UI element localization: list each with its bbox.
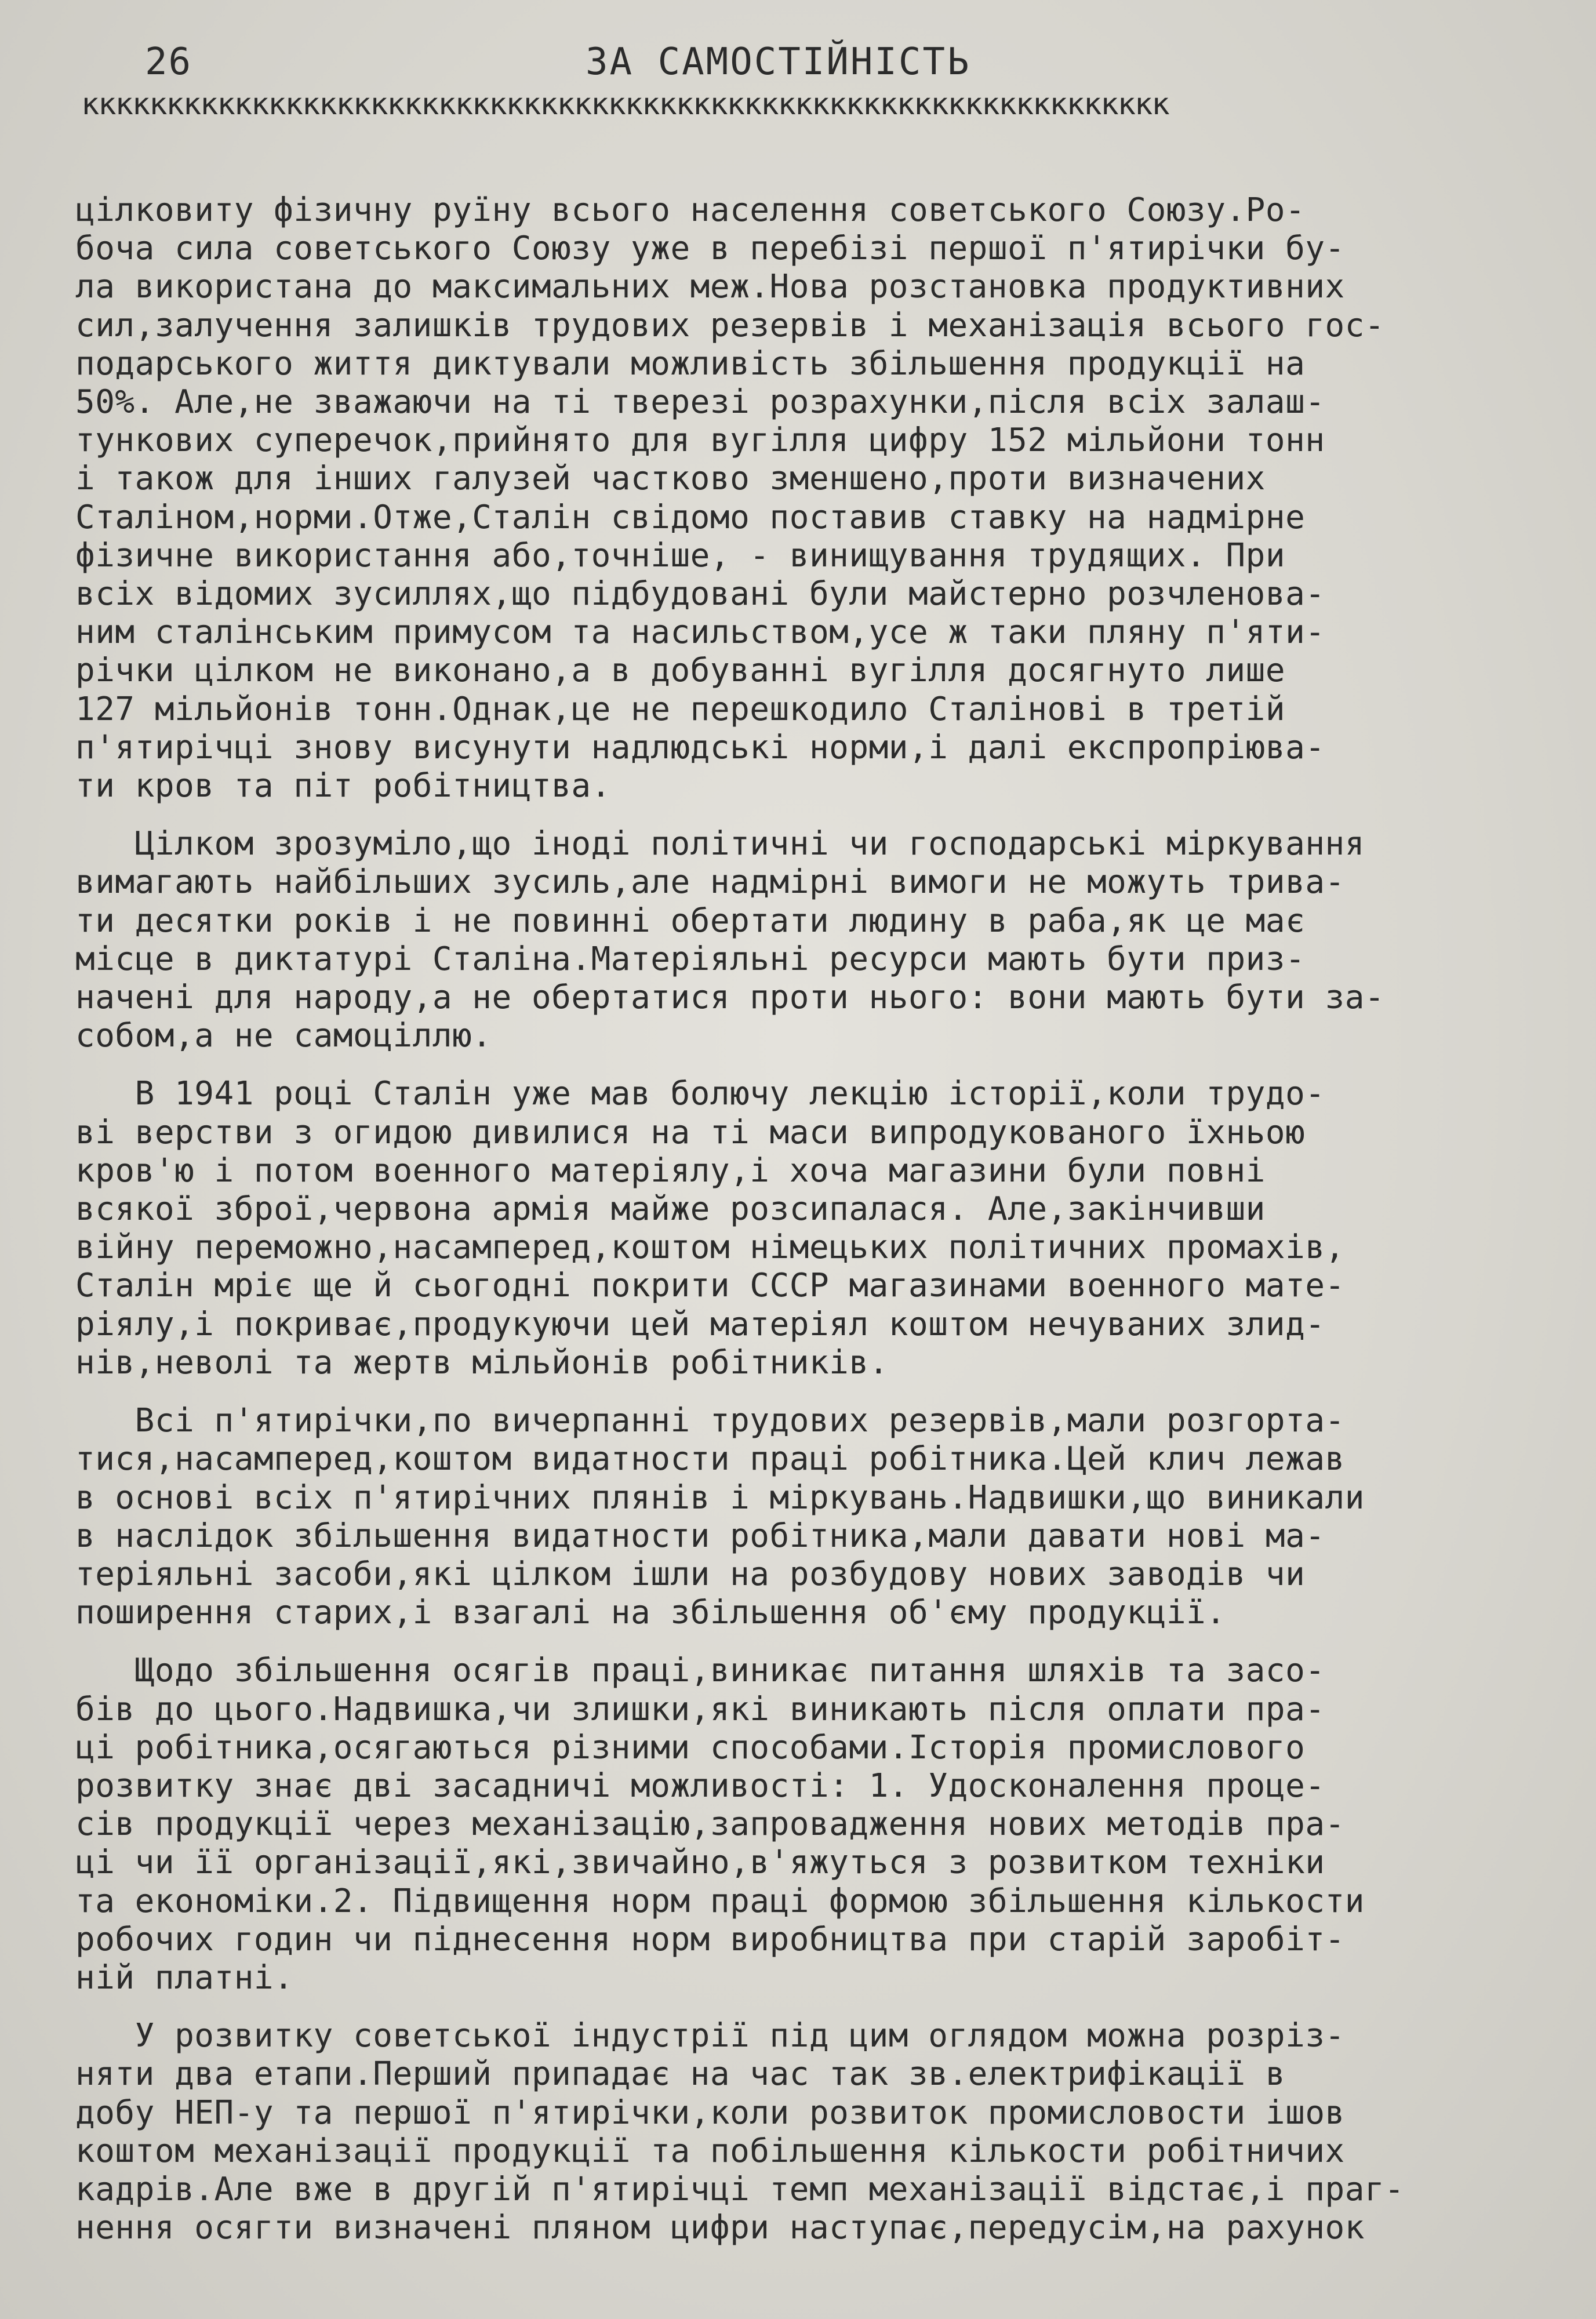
text-line: в наслідок збільшення видатности робітника,мали давати нові ма- <box>75 1517 1325 1555</box>
running-title: ЗА САМОСТІЙНІСТЬ <box>586 41 971 83</box>
paragraph <box>75 1075 1525 1382</box>
text-line: розвитку знає дві засадничі можливості: 1. Удосконалення проце- <box>75 1766 1325 1805</box>
text-line: ній платні. <box>75 1958 294 1997</box>
text-line: в основі всіх п'ятирічних плянів і міркувань.Надвишки,що виникали <box>75 1478 1365 1517</box>
text-line: нів,неволі та жертв мільйонів робітників. <box>75 1343 889 1382</box>
text-line: начені для народу,а не обертатися проти нього: вони мають бути за- <box>75 979 1385 1017</box>
text-line: Сталін мріє ще й сьогодні покрити СССР магазинами военного мате- <box>75 1267 1345 1305</box>
text-line: У розвитку советської індустрії під цим оглядом можна розріз- <box>75 2017 1345 2055</box>
text-line: коштом механізації продукції та побільшення кількости робітничих <box>75 2132 1345 2170</box>
text-line: сів продукції через механізацію,запровадження нових методів пра- <box>75 1805 1345 1844</box>
text-line: всякої зброї,червона армія майже розсипалася. Але,закінчивши <box>75 1190 1266 1228</box>
text-line: Цілком зрозуміло,що іноді політичні чи господарські міркування <box>75 825 1365 863</box>
text-line: кров'ю і потом военного матеріялу,і хоча магазини були повні <box>75 1151 1266 1190</box>
paragraph <box>75 191 1525 805</box>
text-line: та економіки.2. Підвищення норм праці формою збільшення кількости <box>75 1882 1365 1920</box>
header-rule-line: кккккккккккккккккккккккккккккккккккккккккккккккккккккккккккккккк <box>81 87 1169 122</box>
text-line: ці чи її організації,які,звичайно,в'яжуться з розвитком техніки <box>75 1844 1325 1882</box>
page-number: 26 <box>145 41 192 83</box>
text-line: і також для інших галузей частково зменшено,проти визначених <box>75 460 1266 498</box>
text-line: тункових суперечок,прийнято для вугілля цифру 152 мільйони тонн <box>75 421 1325 460</box>
text-line: 127 мільйонів тонн.Однак,це не перешкодило Сталінові в третій <box>75 690 1286 728</box>
text-line: бів до цього.Надвишка,чи злишки,які виникають після оплати пра- <box>75 1690 1325 1728</box>
text-line: Всі п'ятирічки,по вичерпанні трудових резервів,мали розгорта- <box>75 1402 1345 1440</box>
text-line: місце в диктатурі Сталіна.Матеріяльні ресурси мають бути приз- <box>75 940 1306 978</box>
text-line: робочих годин чи піднесення норм виробництва при старій заробіт- <box>75 1920 1345 1958</box>
text-line: цілковиту фізичну руїну всього населення советського Союзу.Ро- <box>75 191 1306 229</box>
text-line: ці робітника,осягаються різними способами.Історія промислового <box>75 1728 1306 1766</box>
text-line: війну переможно,насамперед,коштом німецьких політичних промахів, <box>75 1228 1345 1267</box>
text-line: ти десятки років і не повинні обертати людину в раба,як це має <box>75 902 1306 940</box>
text-line: 50%. Але,не зважаючи на ті тверезі розрахунки,після всіх залаш- <box>75 383 1325 421</box>
text-line: В 1941 році Сталін уже мав болючу лекцію історії,коли трудо- <box>75 1075 1325 1113</box>
text-line: теріяльні засоби,які цілком ішли на розбудову нових заводів чи <box>75 1555 1306 1593</box>
text-line: Щодо збільшення осягів праці,виникає питання шляхів та засо- <box>75 1652 1325 1690</box>
text-line: річки цілком не виконано,а в добуванні вугілля досягнуто лише <box>75 652 1286 690</box>
text-line: подарського життя диктували можливість збільшення продукції на <box>75 344 1306 383</box>
text-line: поширення старих,і взагалі на збільшення об'єму продукції. <box>75 1594 1226 1632</box>
text-line: кадрів.Але вже в другій п'ятирічці темп механізації відстає,і праг- <box>75 2170 1405 2208</box>
text-line: ла використана до максимальних меж.Нова розстановка продуктивних <box>75 268 1345 306</box>
text-line: ріялу,і покриває,продукуючи цей матеріял коштом нечуваних злид- <box>75 1305 1325 1343</box>
paragraph <box>75 825 1525 1055</box>
text-line: ним сталінським примусом та насильством,усе ж таки пляну п'яти- <box>75 613 1325 652</box>
paragraph <box>75 2017 1525 2247</box>
text-line: п'ятирічці знову висунути надлюдські норми,і далі експропріюва- <box>75 728 1325 766</box>
paragraph <box>75 1402 1525 1632</box>
text-line: ти кров та піт робітництва. <box>75 767 611 805</box>
text-line: добу НЕП-у та першої п'ятирічки,коли розвиток промисловости ішов <box>75 2093 1345 2132</box>
paragraph <box>75 1652 1525 1997</box>
text-line: фізичне використання або,точніше, - винищування трудящих. При <box>75 536 1286 575</box>
text-line: сил,залучення залишків трудових резервів і механізація всього гос- <box>75 306 1385 344</box>
text-line: нення осягти визначені пляном цифри наступає,передусім,на рахунок <box>75 2209 1365 2247</box>
page-header <box>145 41 1496 87</box>
text-line: ві верстви з огидою дивилися на ті маси випродукованого їхньою <box>75 1113 1306 1151</box>
text-line: тися,насамперед,коштом видатности праці робітника.Цей клич лежав <box>75 1440 1345 1478</box>
text-line: всіх відомих зусиллях,що підбудовані були майстерно розчленова- <box>75 575 1325 613</box>
text-line: собом,а не самоціллю. <box>75 1017 492 1055</box>
body-text <box>75 191 1525 2267</box>
text-line: боча сила советського Союзу уже в перебізі першої п'ятирічки бу- <box>75 230 1345 268</box>
text-line: вимагають найбільших зусиль,але надмірні вимоги не можуть трива- <box>75 863 1345 902</box>
text-line: няти два етапи.Перший припадає на час так зв.електрифікації в <box>75 2055 1286 2093</box>
text-line: Сталіном,норми.Отже,Сталін свідомо поставив ставку на надмірне <box>75 498 1306 536</box>
